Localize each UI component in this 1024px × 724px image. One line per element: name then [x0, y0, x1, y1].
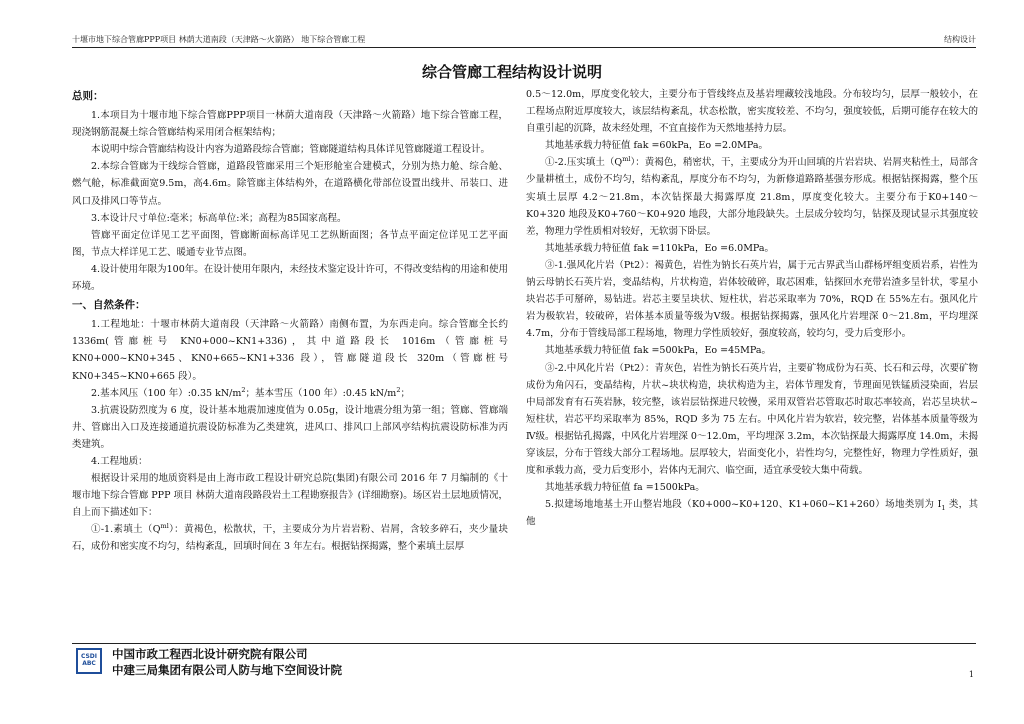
- superscript: ml: [622, 155, 631, 164]
- subscript: 1: [941, 504, 946, 513]
- paragraph: ③-2.中风化片岩（Pt2）：青灰色，岩性为钠长石英片岩，主要矿物成份为石英、长石和云母，次要矿物成份为角闪石，变晶结构，片状~块状构造，块状构造为主，岩体节理发育，节理面见铁锰质浸染面，岩层中局部发育有石英岩脉，较完整，该岩层钻探进尺较慢，采用双管岩芯管取芯时取芯率较高，岩芯呈块状~短柱状，岩芯平均采取率为 85%，RQD 多为 75 左右。中风化片岩为软岩，较完整，岩体基本质量等级为Ⅳ级。根据钻孔揭露，中风化片岩埋深 0～12.0m，平均埋深 3.2m，本次钻探最大揭露厚度 14.0m，未揭穿该层，分布于管线大部分工程场地。层厚较大，岩面变化小，岩性均匀，完整性好，物理力学性质好，强度和承载力高，受力后变形小，岩体内无洞穴、临空面，适宜承受较大集中荷载。: [526, 362, 978, 477]
- paragraph: 0.5～12.0m，厚度变化较大，主要分布于管线终点及基岩埋藏较浅地段。分布较均匀，层厚一般较小，在工程场点附近厚度较大，该层结构紊乱，状态松散，密实度较差、不均匀，强度较低，后期可能存在较大的自重引起的沉降，故未经处理，不宜直接作为天然地基持力层。: [526, 89, 978, 135]
- paragraph: ③-1.强风化片岩（Pt2）：褐黄色，岩性为钠长石英片岩，属于元古界武当山群杨坪组变质岩系，岩性为钠云母钠长石英片岩，变晶结构，片状构造，岩体较破碎，取芯困难，钻探回水充带岩渣多呈针状，零星小块岩芯手可掰碎，易钻进。岩芯主要呈块状、短柱状，岩芯采取率为 70%，RQD 在 55%左右。强风化片岩为极软岩，较破碎，岩体基本质量等级为Ⅴ级。根据钻探揭露，强风化片岩埋深 0～21.8m，平均埋深 4.7m，分布于管线局部工程场地，物理力学性质较好，强度较高，较均匀，受力后变形小。: [526, 259, 978, 340]
- paragraph: 其地基承载力特征值 fak =110kPa，Eo =6.0MPa。: [545, 242, 775, 254]
- superscript: 2: [241, 385, 246, 394]
- heading-natural-conditions: 一、自然条件：: [72, 299, 146, 312]
- text-segment: ①-1.素填土（Q: [91, 524, 161, 536]
- paragraph: 根据设计采用的地质资料是由上海市政工程设计研究总院(集团)有限公司 2016 年 7 月编制的《十堰市地下综合管廊 PPP 项目 林荫大道南段路段岩土工程勘察报告》(详细勘察)。场区岩土层地质情况，自上而下描述如下：: [72, 473, 508, 519]
- left-column: [72, 86, 508, 556]
- paragraph: 2.本综合管廊为干线综合管廊，道路段管廊采用三个矩形舱室合建模式，分别为热力舱、综合舱、燃气舱，标准截面宽9.5m，高4.6m。除管廊主体结构外，在道路横化带部位设置出线井、吊装口、进风口及排风口等节点。: [72, 161, 508, 207]
- paragraph-wind-snow: [72, 385, 508, 402]
- paragraph: 其地基承载力特征值 fa =1500kPa。: [545, 482, 705, 494]
- paragraph: 1.本项目为十堰市地下综合管廊PPP项目一林荫大道南段（天津路～火箭路）地下综合管廊工程，现浇钢筋混凝土综合管廊结构采用闭合框架结构；: [72, 110, 508, 139]
- page-header: [72, 33, 976, 48]
- heading-overview: 总则：: [72, 90, 104, 102]
- text-segment: ；: [400, 387, 410, 399]
- paragraph: 3.抗震设防烈度为 6 度，设计基本地震加速度值为 0.05g，设计地震分组为第一组；管廊、管廊端井、管廊出入口及连接通道抗震设防标准为乙类建筑，进风口、排风口上部风亭结构抗震设防标准为丙类建筑。: [72, 404, 508, 450]
- text-segment: ）：黄褐色，松散状，干，主要成分为片岩岩粉、岩屑，含较多碎石，夹少量块石，成份和密实度不均匀，结构紊乱，回填时间在 3 年左右。根据钻探揭露，整个素填土层厚: [72, 524, 508, 553]
- superscript: 2: [396, 385, 401, 394]
- superscript: ml: [160, 522, 169, 531]
- paragraph: 其地基承载力特征值 fak =500kPa，Eo =45MPa。: [545, 345, 772, 357]
- paragraph: 管廊平面定位详见工艺平面图，管廊断面标高详见工艺纵断面图；各节点平面定位详见工艺平面图，节点大样详见工艺、暖通专业节点图。: [72, 229, 508, 258]
- paragraph: 3.本设计尺寸单位:毫米；标高单位:米；高程为85国家高程。: [91, 212, 347, 224]
- right-column: [526, 86, 978, 530]
- paragraph-site-class: [526, 496, 978, 530]
- paragraph: 1.工程地址：十堰市林荫大道南段（天津路～火箭路）南侧布置，为东西走向。综合管廊全长约 1336m(管廊桩号 KN0+000~KN1+336)，其中道路段长 1016m（管廊桩号 KN0+000~KN0+345、KN0+665~KN1+336 段），管廊隧道段长 320m（管廊桩号 KN0+345~KN0+665 段）。: [72, 319, 508, 382]
- paragraph: 其地基承载力特征值 fak =60kPa，Eo =2.0MPa。: [545, 140, 769, 152]
- paragraph: 4.设计使用年限为100年。在设计使用年限内，未经技术鉴定设计许可，不得改变结构的用途和使用环境。: [72, 263, 508, 293]
- paragraph: 4.工程地质：: [91, 455, 148, 467]
- header-discipline: 结构设计: [944, 35, 976, 44]
- design-institute-name: 中国市政工程西北设计研究院有限公司: [112, 647, 308, 661]
- logo-text: CSDI ABC: [80, 653, 98, 667]
- page-number: 1: [968, 670, 974, 679]
- paragraph-fill-soil: [72, 521, 508, 555]
- text-segment: ①-2.压实填土（Q: [545, 157, 623, 169]
- footer-rule: [72, 643, 976, 644]
- text-segment: 5.拟建场地地基土开山整岩地段（K0+000~K0+120、K1+060~K1+260）场地类别为 I: [545, 499, 942, 511]
- text-segment: 2.基本风压（100 年）:0.35 kN/m: [91, 387, 242, 399]
- text-segment: ；基本雪压（100 年）:0.45 kN/m: [245, 387, 397, 399]
- construction-company-name: 中建三局集团有限公司人防与地下空间设计院: [112, 663, 342, 677]
- company-logo: [76, 648, 102, 674]
- text-segment: 类，其他: [526, 499, 978, 528]
- document-title: 综合管廊工程结构设计说明: [421, 63, 602, 81]
- text-segment: ）：黄褐色，稍密状，干，主要成分为开山回填的片岩岩块、岩屑夹粘性土，局部含少量耕植土，成份不均匀，结构紊乱，厚度分布不均匀，为新修道路路基强夯形成。根据钻探揭露，整个压实填土层厚 4.2～21.8m，本次钻探最大揭露厚度 21.8m，厚度变化较大。主要分布于K0+140～K0+320 地段及K0+760～K0+920 地段，大部分地段缺失。土层成分较均匀，钻探及现试显示其强度较差，物理力学性质相对较好，无软弱下卧层。: [526, 157, 978, 237]
- header-project-name: 十堰市地下综合管廊PPP项目 林荫大道南段（天津路～火箭路） 地下综合管廊工程: [72, 35, 366, 44]
- paragraph: 本说明中综合管廊结构设计内容为道路段综合管廊；管廊隧道结构具体详见管廊隧道工程设计。: [91, 144, 491, 156]
- paragraph-compacted-fill: [526, 154, 978, 239]
